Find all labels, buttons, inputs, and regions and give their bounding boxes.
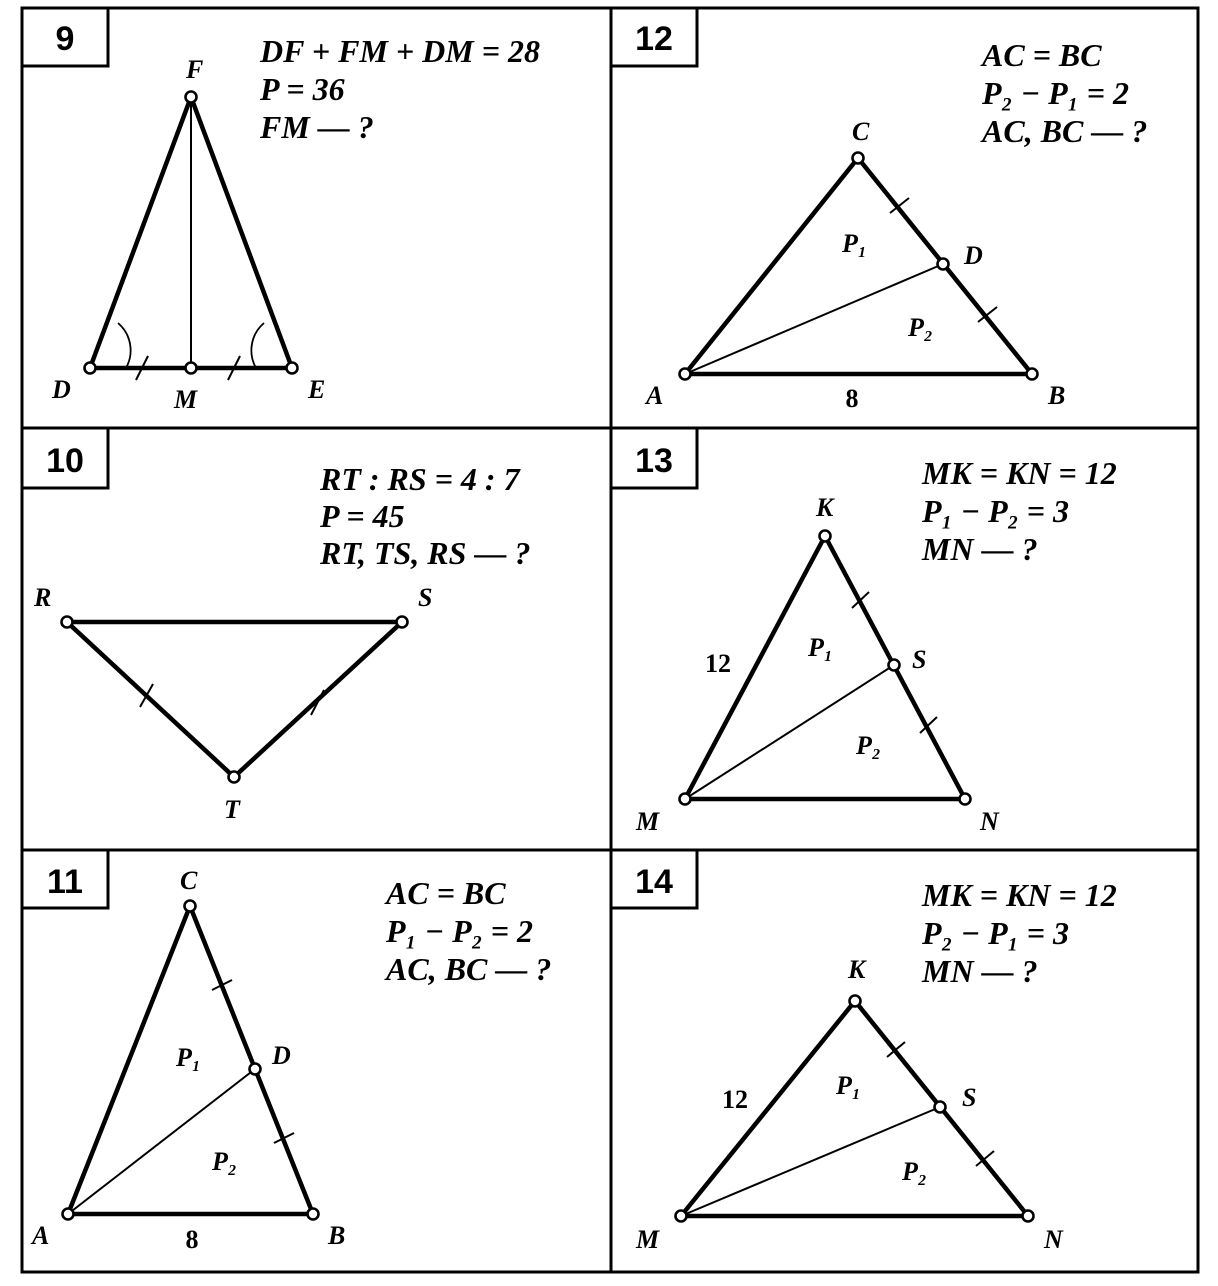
problem-13	[611, 428, 1117, 836]
given-line-3: MN — ?	[922, 531, 1038, 567]
vertex-point	[397, 617, 408, 628]
vertex-point	[960, 794, 971, 805]
side-length-label: 12	[722, 1085, 748, 1114]
vertex-label: S	[912, 645, 927, 674]
vertex-point	[938, 259, 949, 270]
given-line-1: MK = KN = 12	[922, 455, 1117, 491]
problem-number: 10	[46, 442, 84, 480]
region-label: P₁	[808, 633, 833, 662]
vertex-label: M	[636, 807, 660, 836]
given-line-2: P₁ − P₂ = 3	[922, 493, 1070, 529]
vertex-point	[680, 369, 691, 380]
vertex-point	[935, 1102, 946, 1113]
problem-number: 11	[47, 863, 83, 901]
vertex-point	[186, 363, 197, 374]
vertex-point	[889, 660, 900, 671]
vertex-label: S	[418, 583, 433, 612]
side-length-label: 8	[845, 384, 859, 413]
given-line-1: DF + FM + DM = 28	[260, 33, 540, 69]
vertex-label: N	[980, 807, 999, 836]
vertex-label: D	[272, 1041, 291, 1070]
problem-number: 13	[635, 442, 673, 480]
vertex-point	[62, 617, 73, 628]
given-line-3: AC, BC — ?	[982, 113, 1148, 149]
grid-frame	[22, 8, 1198, 1272]
region-label: P₂	[908, 313, 933, 342]
vertex-label: M	[174, 385, 198, 414]
region-label: P₂	[212, 1147, 237, 1176]
problem-10	[22, 428, 530, 824]
region-label: P₁	[842, 229, 867, 258]
region-label: P₂	[856, 731, 881, 760]
side-length-label: 8	[185, 1225, 199, 1254]
given-line-1: AC = BC	[386, 875, 506, 911]
vertex-label: C	[852, 117, 870, 146]
problem-number: 9	[55, 20, 75, 58]
vertex-point	[1023, 1211, 1034, 1222]
vertex-label: A	[32, 1221, 50, 1250]
vertex-label: M	[636, 1225, 660, 1254]
vertex-point	[820, 531, 831, 542]
given-line-2: P₁ − P₂ = 2	[386, 913, 534, 949]
vertex-label: T	[224, 795, 240, 824]
given-line-1: AC = BC	[982, 37, 1102, 73]
problem-11	[22, 850, 551, 1254]
vertex-point	[680, 794, 691, 805]
given-line-2: P₂ − P₁ = 2	[982, 75, 1130, 111]
vertex-label: D	[964, 241, 983, 270]
vertex-label: S	[962, 1083, 977, 1112]
vertex-label: D	[52, 375, 71, 404]
vertex-label: N	[1044, 1225, 1063, 1254]
vertex-label: K	[848, 955, 866, 984]
vertex-label: R	[34, 583, 52, 612]
vertex-point	[250, 1064, 261, 1075]
problem-number: 12	[635, 20, 673, 58]
vertex-point	[63, 1209, 74, 1220]
given-line-2: P = 45	[320, 498, 405, 534]
vertex-label: B	[328, 1221, 346, 1250]
segment-ad	[685, 264, 943, 374]
vertex-point	[308, 1209, 319, 1220]
given-line-2: P = 36	[260, 71, 345, 107]
given-line-1: MK = KN = 12	[922, 877, 1117, 913]
vertex-label: B	[1048, 381, 1066, 410]
given-line-2: P₂ − P₁ = 3	[922, 915, 1070, 951]
given-line-1: RT : RS = 4 : 7	[320, 461, 520, 497]
vertex-point	[85, 363, 96, 374]
vertex-label: K	[816, 493, 834, 522]
vertex-point	[1027, 369, 1038, 380]
problem-14	[611, 850, 1117, 1254]
vertex-point	[850, 996, 861, 1007]
vertex-label: F	[186, 55, 204, 84]
given-line-3: MN — ?	[922, 953, 1038, 989]
given-line-3: AC, BC — ?	[386, 951, 552, 987]
problem-number: 14	[635, 863, 673, 901]
angle-arc-e	[251, 323, 264, 368]
problem-12	[611, 8, 1147, 413]
problem-9	[22, 8, 540, 414]
vertex-point	[185, 901, 196, 912]
tick-mark	[140, 684, 153, 707]
vertex-point	[287, 363, 298, 374]
side-length-label: 12	[705, 649, 731, 678]
vertex-point	[229, 772, 240, 783]
region-label: P₁	[836, 1071, 861, 1100]
region-label: P₁	[176, 1043, 201, 1072]
vertex-point	[186, 92, 197, 103]
region-label: P₂	[902, 1157, 927, 1186]
vertex-label: C	[180, 866, 198, 895]
vertex-label: A	[646, 381, 664, 410]
vertex-point	[676, 1211, 687, 1222]
angle-arc-d	[118, 323, 131, 368]
vertex-point	[853, 153, 864, 164]
triangle-rst	[67, 622, 402, 777]
given-line-3: FM — ?	[260, 109, 374, 145]
given-line-3: RT, TS, RS — ?	[320, 535, 531, 571]
vertex-label: E	[308, 375, 326, 404]
